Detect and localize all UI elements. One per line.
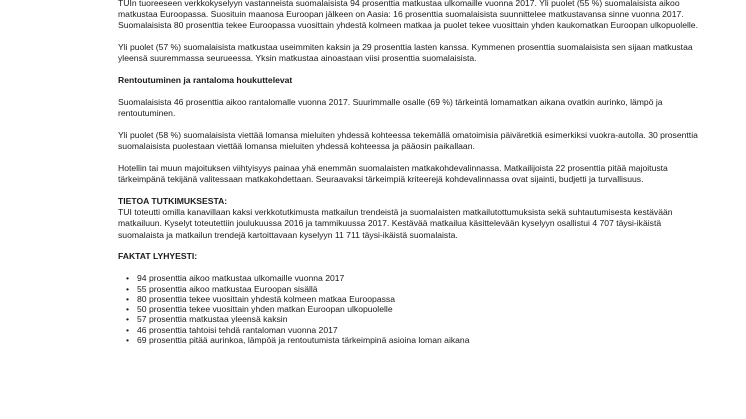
section-heading: Rentoutuminen ja rantaloma houkuttelevat xyxy=(118,75,293,86)
research-label: TIETOA TUTKIMUKSESTA: xyxy=(118,196,228,206)
fact-item: • 69 prosenttia pitää aurinkoa, lämpöä ja rentoutumista tärkeimpinä asioina loman aikana xyxy=(118,335,708,345)
section-paragraph-3: Hotellin tai muun majoituksen viihtyisyys painaa yhä enemmän suomalaisten matkakohdevalinnassa. Matkailijoista 22 prosenttia pitää majoitusta tärkeimpänä tekijänä valitessaan matkakohdettaan. Seuraavaksi tärkeimpiä kriteerejä kohdevalinnassa ovat sijainti, budjetti ja turvallisuus. xyxy=(118,163,668,185)
research-block xyxy=(118,196,708,241)
facts-heading: FAKTAT LYHYESTI: xyxy=(118,251,198,262)
fact-item: • 50 prosenttia tekee vuosittain yhden matkan Euroopan ulkopuolelle xyxy=(118,304,708,314)
press-release-body xyxy=(118,0,708,345)
intro-paragraph-1: TUIn tuoreeseen verkkokyselyyn vastanneista suomalaisista 94 prosenttia matkustaa ulkomaille vuonna 2017. Yli puolet (55 %) suomalaisista aikoo matkustaa Euroopassa. Suosituin maanosa Euroopan jälkeen on Aasia: 16 prosenttia suomalaisista suunnittelee matkustavansa sinne vuonna 2017. Suomalaisista 80 prosenttia tekee Euroopassa vuosittain yhdestä kolmeen matkaa ja puolet tekee vuosittain yhden kaukomatkan Euroopan ulkopuolelle. xyxy=(118,0,698,31)
fact-item: • 55 prosenttia aikoo matkustaa Euroopan sisällä xyxy=(118,284,708,294)
fact-item: • 46 prosenttia tahtoisi tehdä rantaloman vuonna 2017 xyxy=(118,325,708,335)
section-paragraph-2: Yli puolet (58 %) suomalaisista viettää lomansa mieluiten yhdessä kohteessa tekemällä omatoimisia päiväretkiä esimerkiksi vuokra-autolla. 30 prosenttia suomalaisista puolestaan viettää lomansa mieluiten yhdessä kohteessa ja pääosin paikallaan. xyxy=(118,130,698,152)
facts-list xyxy=(118,273,708,345)
fact-item: • 57 prosenttia matkustaa yleensä kaksin xyxy=(118,314,708,324)
fact-item: • 94 prosenttia aikoo matkustaa ulkomaille vuonna 2017 xyxy=(118,273,708,283)
section-paragraph-1: Suomalaisista 46 prosenttia aikoo rantalomalle vuonna 2017. Suurimmalle osalle (69 %) tärkeintä lomamatkan aikana ovatkin aurinko, lämpö ja rentoutuminen. xyxy=(118,97,663,119)
fact-item: • 80 prosenttia tekee vuosittain yhdestä kolmeen matkaa Euroopassa xyxy=(118,294,708,304)
research-text: TUI toteutti omilla kanavillaan kaksi verkkotutkimusta matkailun trendeistä ja suomalaisten matkailutottumuksista sekä suhtautumisesta kestävään matkailuun. Kyselyt toteutettiin joulukuussa 2016 ja tammikuussa 2017. Kestävää matkailua käsittelevään kyselyyn osallistui 4 707 täysi-ikäistä suomalaista ja matkailun trendejä kartoittavaan kyselyyn 11 711 täysi-ikäistä suomalaista. xyxy=(118,207,673,240)
intro-paragraph-2: Yli puolet (57 %) suomalaisista matkustaa useimmiten kaksin ja 29 prosenttia lasten kanssa. Kymmenen prosenttia suomalaisista sen sijaan matkustaa yleensä suuremmassa seurueessa. Yksin matkustaa ainoastaan viisi prosenttia suomalaisista. xyxy=(118,42,693,64)
